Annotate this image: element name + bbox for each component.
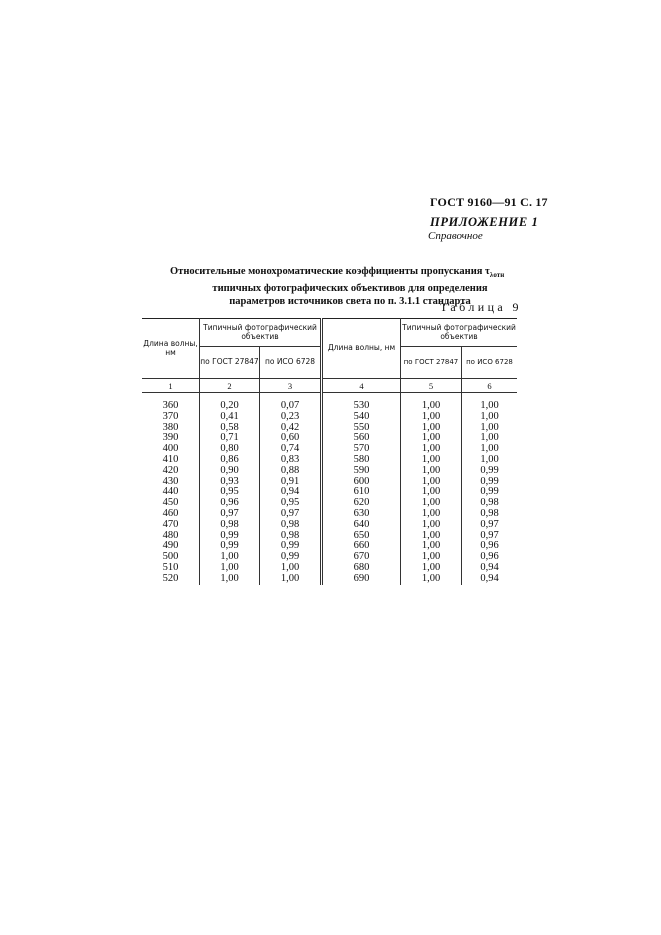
table-cell: 1,00 [421, 400, 441, 411]
table-cell: 0,96 [220, 497, 239, 509]
table-cell: 460 [162, 507, 179, 519]
table-cell: 0,97 [480, 518, 499, 530]
table-cell: 0,97 [480, 529, 499, 541]
table-cell: 1,00 [220, 572, 239, 584]
table-cell: 0,23 [280, 410, 300, 422]
table-cell: 1,00 [280, 572, 300, 584]
col-wavelength-left [142, 393, 200, 585]
table-cell: 0,98 [220, 518, 239, 530]
table-cell: 650 [353, 529, 370, 541]
table-cell: 690 [353, 572, 370, 584]
table-cell: 1,00 [421, 432, 441, 444]
table-cell: 0,98 [280, 529, 300, 541]
table-cell: 640 [353, 518, 370, 530]
table-cell: 1,00 [421, 529, 441, 541]
table-cell: 530 [353, 400, 370, 411]
table-cell: 1,00 [480, 432, 499, 444]
table-cell: 490 [162, 540, 179, 552]
table-cell: 380 [162, 421, 179, 433]
table-cell: 0,99 [480, 464, 499, 476]
table-number: Таблица 9 [440, 300, 522, 314]
standard-reference: ГОСТ 9160—91 С. 17 [430, 195, 548, 209]
table-cell: 0,74 [280, 443, 300, 455]
table-cell: 420 [162, 464, 179, 476]
table-cell: 0,96 [480, 551, 499, 563]
column-number: 6 [462, 379, 518, 393]
table-cell: 1,00 [421, 561, 441, 573]
table-cell: 1,00 [421, 540, 441, 552]
table-cell: 0,71 [220, 432, 239, 444]
table-cell: 430 [162, 475, 179, 487]
table-cell: 0,99 [480, 475, 499, 487]
table-cell: 0,98 [480, 507, 499, 519]
table-cell: 0,94 [480, 561, 499, 573]
table-cell: 1,00 [421, 443, 441, 455]
table-cell: 1,00 [421, 464, 441, 476]
table-cell: 440 [162, 486, 179, 498]
table-cell: 0,98 [280, 518, 300, 530]
table-cell: 580 [353, 453, 370, 465]
table-cell: 1,00 [421, 507, 441, 519]
table-cell: 1,00 [220, 561, 239, 573]
table-cell: 400 [162, 443, 179, 455]
table-cell: 0,98 [480, 497, 499, 509]
table-cell: 450 [162, 497, 179, 509]
title-line-1: Относительные монохроматические коэффициенты пропускания $\tau_{\lambda отн}$ [170, 266, 505, 280]
table-cell: 0,42 [280, 421, 300, 433]
table-cell: 660 [353, 540, 370, 552]
column-number: 1 [142, 379, 200, 393]
table-cell: 1,00 [421, 518, 441, 530]
table-cell: 1,00 [480, 421, 499, 433]
table-cell: 0,93 [220, 475, 239, 487]
table-cell: 1,00 [421, 421, 441, 433]
header-gost-left: по ГОСТ 27847 [200, 347, 260, 379]
table-cell: 1,00 [421, 572, 441, 584]
header-gost-right: по ГОСТ 27847 [401, 347, 462, 379]
table-cell: 370 [162, 410, 179, 422]
table-cell: 0,07 [280, 400, 300, 411]
table-cell: 1,00 [280, 561, 300, 573]
table-cell: 360 [162, 400, 179, 411]
table-cell: 0,60 [280, 432, 300, 444]
table-cell: 600 [353, 475, 370, 487]
table-cell: 470 [162, 518, 179, 530]
table-cell: 0,95 [280, 497, 300, 509]
table-cell: 620 [353, 497, 370, 509]
header-iso-left: по ИСО 6728 [260, 347, 322, 379]
table-cell: 0,97 [220, 507, 239, 519]
table-cell: 570 [353, 443, 370, 455]
table-cell: 480 [162, 529, 179, 541]
table-cell: 520 [162, 572, 179, 584]
table-cell: 0,80 [220, 443, 239, 455]
column-number: 3 [260, 379, 322, 393]
table-cell: 0,99 [280, 551, 300, 563]
table-cell: 0,99 [220, 529, 239, 541]
title-line-3: параметров источников света по п. 3.1.1 стандарта [229, 296, 471, 308]
col-iso-left [260, 393, 322, 585]
table-cell: 1,00 [480, 453, 499, 465]
table-cell: 0,94 [480, 572, 499, 584]
col-iso-right [462, 393, 518, 585]
table-cell: 500 [162, 551, 179, 563]
col-gost-right [401, 393, 462, 585]
table-cell: 0,86 [220, 453, 239, 465]
header-iso-right: по ИСО 6728 [462, 347, 518, 379]
column-number: 4 [322, 379, 401, 393]
table-cell: 0,94 [280, 486, 300, 498]
table-cell: 390 [162, 432, 179, 444]
table-cell: 0,90 [220, 464, 239, 476]
table-cell: 540 [353, 410, 370, 422]
table-cell: 670 [353, 551, 370, 563]
table-cell: 0,95 [220, 486, 239, 498]
table-cell: 610 [353, 486, 370, 498]
table-cell: 590 [353, 464, 370, 476]
header-lens-group-right: Типичный фотографический объектив [401, 319, 518, 347]
table-cell: 680 [353, 561, 370, 573]
column-number: 5 [401, 379, 462, 393]
header-wavelength-right: Длина волны, нм [322, 319, 401, 379]
appendix-heading: ПРИЛОЖЕНИЕ 1 [430, 215, 539, 229]
table-cell: 1,00 [480, 443, 499, 455]
table-cell: 410 [162, 453, 179, 465]
col-wavelength-right [322, 393, 401, 585]
table-cell: 1,00 [220, 551, 239, 563]
header-wavelength-left: Длина волны, нм [142, 319, 200, 379]
appendix-type: Справочное [428, 230, 483, 242]
table-cell: 0,99 [480, 486, 499, 498]
table-cell: 0,99 [280, 540, 300, 552]
table-cell: 0,97 [280, 507, 300, 519]
table-cell: 0,91 [280, 475, 300, 487]
table-cell: 560 [353, 432, 370, 444]
column-number: 2 [200, 379, 260, 393]
table-cell: 0,58 [220, 421, 239, 433]
table-cell: 0,96 [480, 540, 499, 552]
table-cell: 1,00 [421, 453, 441, 465]
table-cell: 550 [353, 421, 370, 433]
table-cell: 0,88 [280, 464, 300, 476]
table-cell: 1,00 [421, 475, 441, 487]
table-cell: 1,00 [421, 410, 441, 422]
title-line-2: типичных фотографических объективов для определения [212, 283, 488, 295]
table-cell: 0,99 [220, 540, 239, 552]
table-cell: 1,00 [480, 400, 499, 411]
table-cell: 1,00 [421, 486, 441, 498]
col-gost-left [200, 393, 260, 585]
table-cell: 510 [162, 561, 179, 573]
header-lens-group-left: Типичный фотографический объектив [200, 319, 322, 347]
table-cell: 0,41 [220, 410, 239, 422]
transmission-table [142, 318, 517, 585]
table-cell: 630 [353, 507, 370, 519]
table-cell: 0,83 [280, 453, 300, 465]
table-cell: 1,00 [480, 410, 499, 422]
table-cell: 1,00 [421, 551, 441, 563]
table-cell: 1,00 [421, 497, 441, 509]
table-cell: 0,20 [220, 400, 239, 411]
